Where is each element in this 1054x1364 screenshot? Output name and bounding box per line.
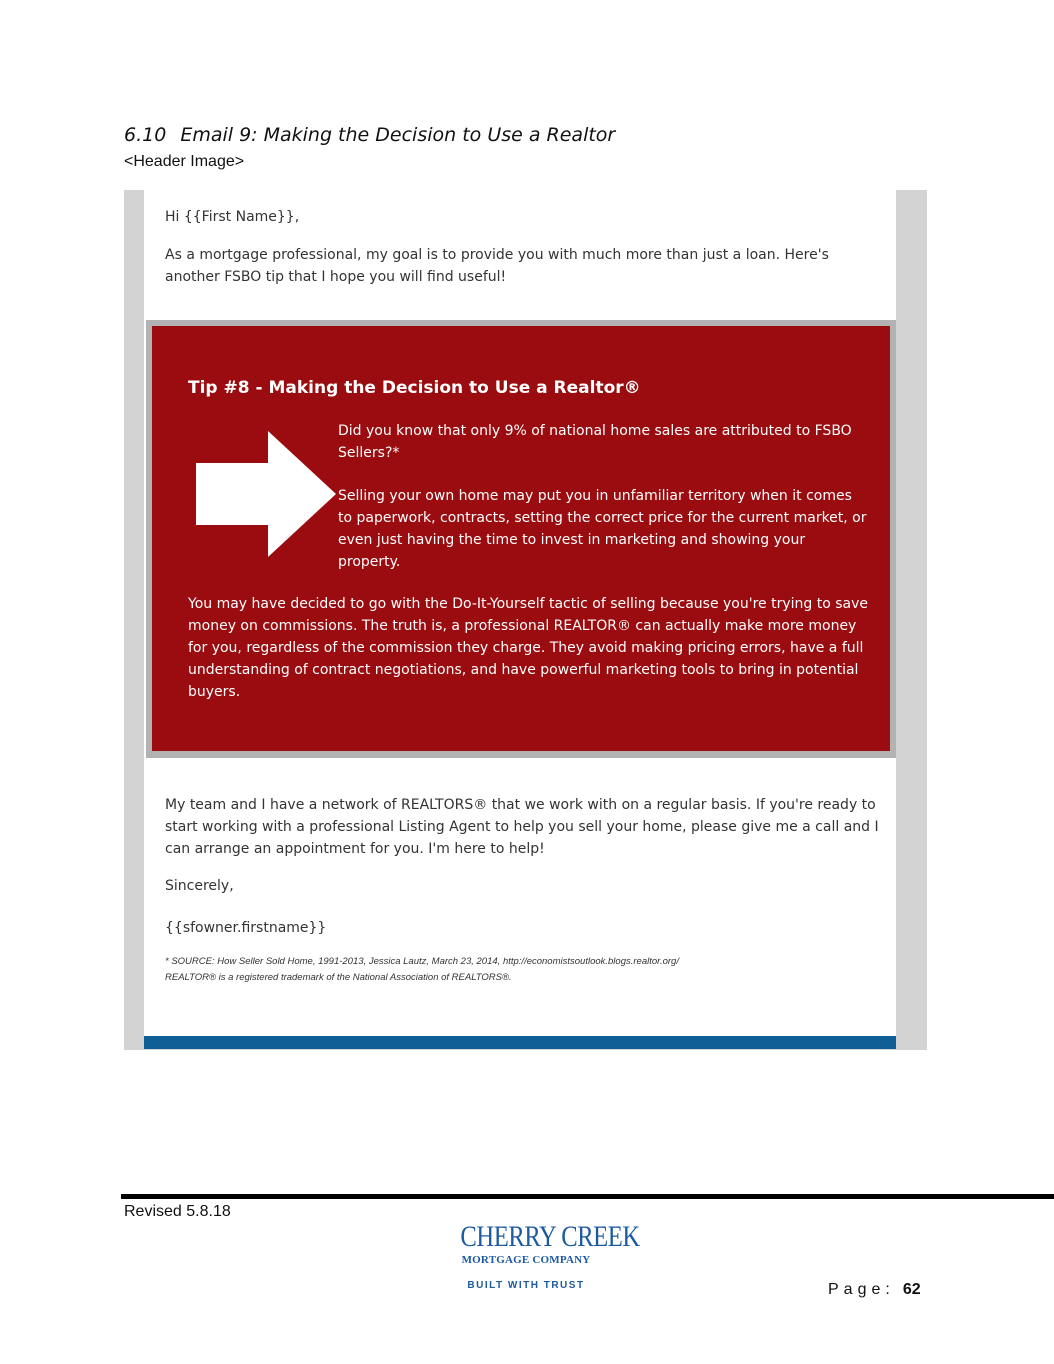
logo-tagline: BUILT WITH TRUST: [467, 1280, 585, 1291]
company-logo: [446, 1220, 640, 1302]
email-closing: My team and I have a network of REALTORS® that we work with on a regular basis. If you're ready to start working with a professional Listing Agent to help you sell your home, please give me a call and I can arrange an appointment for you. I'm here to help!: [165, 797, 879, 857]
page-number: [828, 1281, 921, 1299]
email-intro: As a mortgage professional, my goal is to provide you with much more than just a loan. Here's another FSBO tip that I hope you will find useful!: [165, 247, 829, 285]
tip-title: Tip #8 - Making the Decision to Use a Realtor®: [188, 378, 641, 398]
email-signature: {{sfowner.firstname}}: [165, 920, 327, 936]
email-signoff: Sincerely,: [165, 878, 234, 894]
tip-paragraph-commissions: You may have decided to go with the Do-It-Yourself tactic of selling because you're trying to save money on commissions. The truth is, a professional REALTOR® can actually make more money for you, regardless of the commission they charge. They avoid making pricing errors, have a full understanding of contract negotiations, and have powerful marketing tools to bring in potential buyers.: [188, 596, 868, 700]
footer-divider: [121, 1194, 1054, 1199]
page-number-value: 62: [902, 1281, 921, 1298]
trademark-note: REALTOR® is a registered trademark of the National Association of REALTORS®.: [165, 972, 512, 983]
source-note: * SOURCE: How Seller Sold Home, 1991-2013, Jessica Lautz, March 23, 2014, http://economistsoutlook.blogs.realtor.org/: [165, 956, 679, 967]
logo-name: CHERRY CREEK: [460, 1220, 640, 1253]
section-title: [124, 124, 615, 146]
tip-panel: [152, 326, 890, 751]
header-image-placeholder: <Header Image>: [124, 153, 245, 170]
tip-box: [146, 320, 896, 758]
section-number: 6.10: [124, 124, 167, 146]
page-label: Page:: [828, 1281, 895, 1298]
email-preview-frame: [124, 190, 927, 1050]
right-arrow-icon: [196, 431, 336, 557]
email-greeting: Hi {{First Name}},: [165, 209, 300, 225]
tip-paragraph-unfamiliar-territory: Selling your own home may put you in unfamiliar territory when it comes to paperwork, contracts, setting the correct price for the current market, or even just having the time to invest in marketing and showing your property.: [338, 488, 867, 570]
source-notes: [165, 954, 885, 986]
logo-subtitle: MORTGAGE COMPANY: [461, 1254, 591, 1266]
email-body: [144, 190, 896, 1036]
revision-date: Revised 5.8.18: [124, 1203, 231, 1220]
tip-paragraph-statistic: Did you know that only 9% of national home sales are attributed to FSBO Sellers?*: [338, 423, 852, 461]
email-footer-bar: [144, 1036, 896, 1049]
section-title-text: Email 9: Making the Decision to Use a Realtor: [180, 124, 616, 146]
